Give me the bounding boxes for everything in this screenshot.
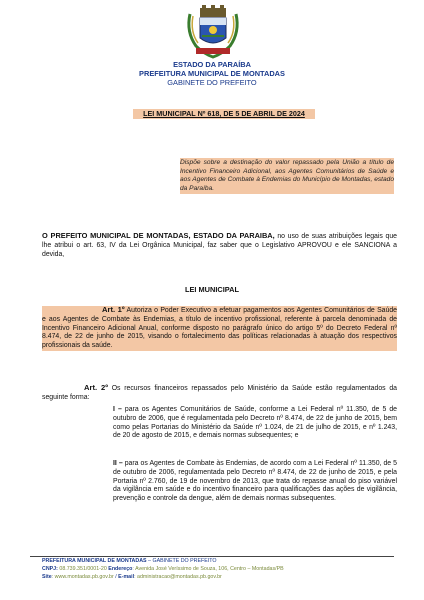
item-text: para os Agentes de Combate às Endemias, de acordo com a Lei Federal nº 11.350, de 5 de outubro de 2006, regulamentada pelo Decreto nº 8.474, de 22 de junho de 2015, e pela Portaria nº 2.760, de 19 de novembro de 2013, que trata do repasse anual do piso variável da vigilância em saúde e do incentivo financeiro para qualificações das ações de vigilância, prevenção e controle da dengue, além de demais normas subsequentes. bbox=[113, 460, 397, 503]
cnpj-value: 08.739.351/0001-20 bbox=[57, 566, 109, 572]
item-label: I – bbox=[113, 406, 122, 413]
footer-org-name: PREFEITURA MUNICIPAL DE MONTADAS bbox=[42, 558, 147, 564]
email-link[interactable]: : administracao@montadas.pb.gov.br bbox=[134, 574, 222, 580]
header-gabinete: GABINETE DO PREFEITO bbox=[167, 78, 257, 87]
article-2-label: Art. 2º bbox=[84, 383, 108, 392]
item-text: para os Agentes Comunitários de Saúde, conforme a Lei Federal nº 11.350, de 5 de outubro de 2006, que é regulamentada pelo Decreto nº 8.474, de 22 de junho de 2015, bem como pelas Portarias do Ministério da Saúde nº 1.024, de 21 de julho de 2015, e nº 1.243, de 20 de agosto de 2015, e demais normas subsequentes; e bbox=[113, 406, 398, 440]
header-state: ESTADO DA PARAÍBA bbox=[173, 60, 251, 69]
article-1 bbox=[42, 306, 397, 351]
intro-paragraph bbox=[42, 232, 397, 259]
site-link[interactable]: : www.montadas.pb.gov.br bbox=[51, 574, 114, 580]
site-label: Site bbox=[42, 574, 52, 580]
intro-bold: O PREFEITO MUNICIPAL DE MONTADAS, ESTADO DA PARAIBA, bbox=[42, 231, 275, 240]
article-2 bbox=[42, 384, 397, 403]
footer-divider bbox=[30, 556, 394, 557]
footer-org bbox=[42, 558, 217, 565]
article-2-text: Os recursos financeiros repassados pelo Ministério da Saúde estão regulamentados da seguinte forma: bbox=[42, 385, 397, 401]
header-prefeitura: PREFEITURA MUNICIPAL DE MONTADAS bbox=[139, 69, 285, 78]
coat-of-arms-icon bbox=[184, 4, 242, 60]
footer-dept: – GABINETE DO PREFEITO bbox=[146, 558, 217, 564]
intro-text: no uso de suas atribuições legais que lhe atribui o art. 63, IV da Lei Orgânica Municipal, faz saber que o Legislativo APROVOU e ele SANCIONA a devida, bbox=[42, 233, 398, 258]
item-label: II – bbox=[113, 460, 123, 467]
article-1-text: Autoriza o Poder Executivo a efetuar pagamentos aos Agentes Comunitários de Saúde e aos Agentes de Combate às Endemias, a título de incentivo profissional, referente à parcela denominada de Incentivo Financeiro Adicional Anual, conforme disposto no parágrafo único do artigo 5º do Decreto Federal nº 8.474, de 22 de junho de 2015, visando o fortalecimento das políticas relacionadas à atuação dos respectivos profissionais da saúde. bbox=[42, 307, 397, 350]
footer-separator: / bbox=[113, 574, 119, 580]
ementa: Dispõe sobre a destinação do valor repassado pela União a título de Incentivo Financeiro Adicional, aos Agentes Comunitários de Saúde e aos Agentes de Combate à Endemias do Município de Montadas, estado da Paraíba. bbox=[180, 158, 394, 194]
cnpj-label: CNPJ: bbox=[42, 566, 58, 572]
list-item bbox=[113, 406, 397, 441]
law-title: LEI MUNICIPAL Nº 618, DE 5 DE ABRIL DE 2024 bbox=[133, 109, 315, 119]
address-label: Endereço bbox=[108, 566, 133, 572]
footer-address bbox=[42, 566, 284, 573]
list-item bbox=[113, 460, 397, 504]
address-value: : Avenida José Veríssimo de Souza, 106, Centro – Montadas/PB bbox=[132, 566, 284, 572]
subtitle: LEI MUNICIPAL bbox=[184, 285, 240, 294]
footer-contact bbox=[42, 574, 222, 581]
email-label: E-mail bbox=[118, 574, 135, 580]
article-1-label: Art. 1º bbox=[102, 305, 125, 314]
